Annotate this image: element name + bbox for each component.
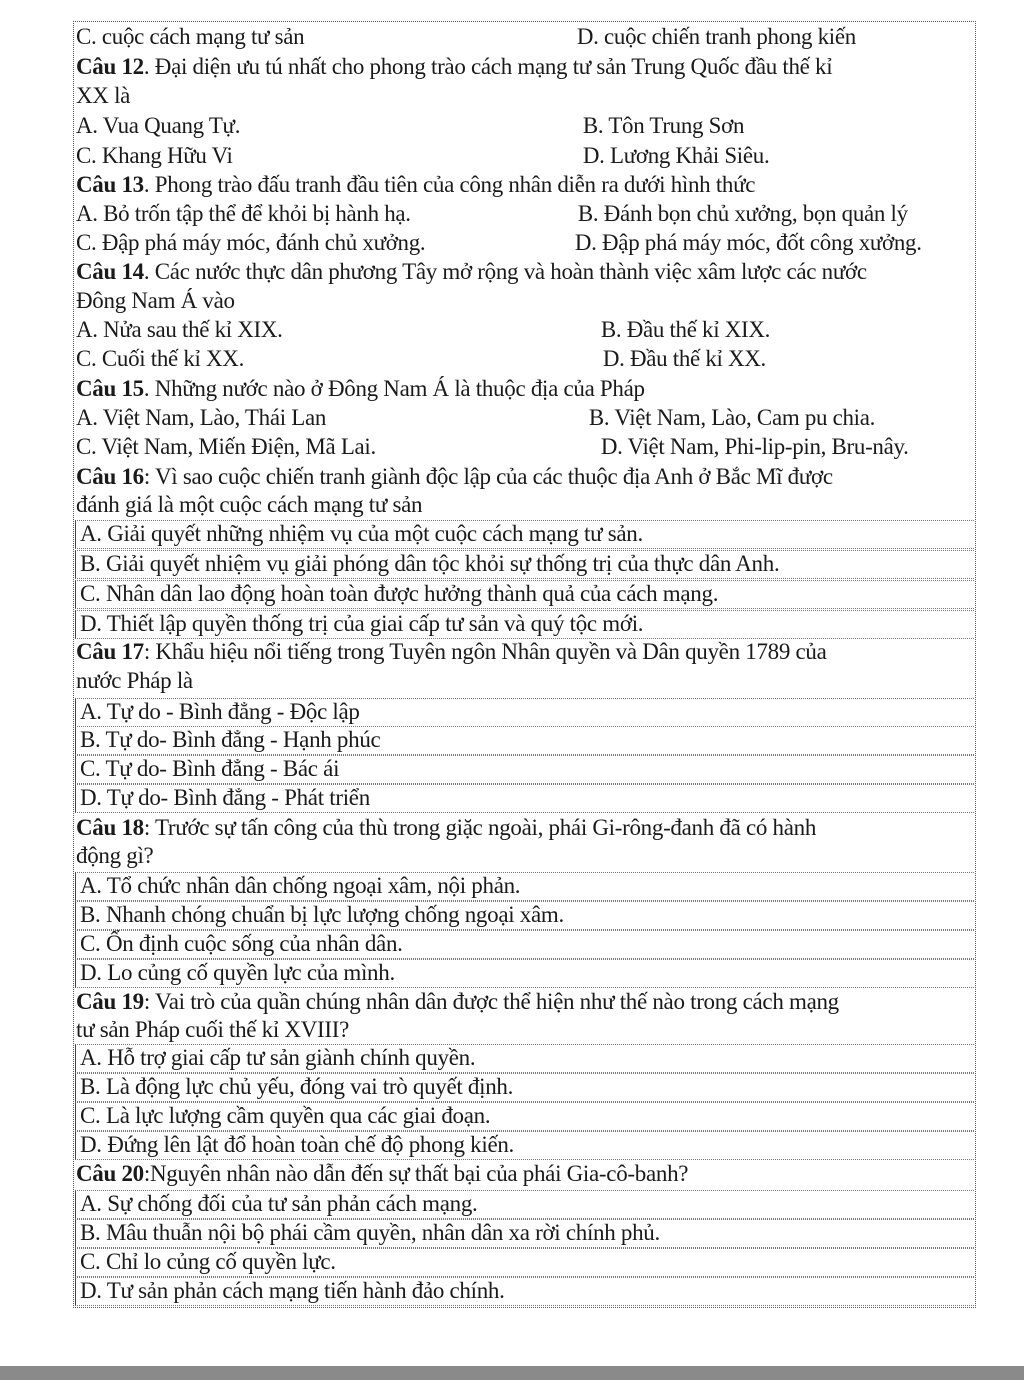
question-number: Câu 17 (76, 639, 144, 664)
question-text: . Đại diện ưu tú nhất cho phong trào cách mạng tư sản Trung Quốc đầu thế kỉ (143, 54, 833, 79)
text-line (76, 141, 970, 170)
answer-d: D. Lương Khải Siêu. (582, 143, 770, 168)
answer-d: D. Đập phá máy móc, đốt công xưởng. (574, 230, 922, 255)
option-a: A. Tổ chức nhân dân chống ngoại xâm, nội phản. (80, 873, 521, 898)
option-b: B. Mâu thuẫn nội bộ phái cầm quyền, nhân dân xa rời chính phủ. (80, 1220, 660, 1245)
text-line (76, 315, 970, 344)
option-d: D. Tư sản phản cách mạng tiến hành đảo chính. (80, 1278, 505, 1303)
question-number: Câu 14 (76, 259, 144, 284)
question-13 (76, 170, 755, 199)
answer-a: A. Vua Quang Tự. (76, 113, 241, 138)
option-b: B. Tự do- Bình đẳng - Hạnh phúc (80, 727, 381, 752)
text-line (76, 199, 970, 228)
text-line (76, 344, 970, 373)
question-number: Câu 16 (76, 464, 144, 489)
answer-c: C. cuộc cách mạng tư sản (76, 24, 305, 49)
question-text: : Khẩu hiệu nổi tiếng trong Tuyên ngôn Nhân quyền và Dân quyền 1789 của (143, 639, 827, 664)
answer-d: D. cuộc chiến tranh phong kiến (576, 24, 856, 49)
question-text: : Trước sự tấn công của thù trong giặc ngoài, phái Gi-rông-đanh đã có hành (143, 815, 817, 840)
question-text-cont: động gì? (76, 843, 154, 868)
option-c: C. Chỉ lo củng cố quyền lực. (80, 1249, 336, 1274)
option-d: D. Tự do- Bình đẳng - Phát triển (80, 785, 370, 810)
question-20 (76, 1159, 688, 1188)
answer-a: A. Bỏ trốn tập thể để khỏi bị hành hạ. (76, 201, 411, 226)
answer-d: D. Đầu thế kỉ XX. (602, 346, 767, 371)
question-text-cont: đánh giá là một cuộc cách mạng tư sản (76, 492, 423, 517)
option-b: B. Là động lực chủ yếu, đóng vai trò quyết định. (80, 1074, 514, 1099)
option-a: A. Tự do - Bình đẳng - Độc lập (80, 699, 360, 724)
question-number: Câu 20 (76, 1161, 144, 1186)
text-line (76, 111, 970, 140)
answer-b: B. Tôn Trung Sơn (582, 113, 745, 138)
option-c: C. Nhân dân lao động hoàn toàn được hưởng thành quả của cách mạng. (80, 581, 719, 606)
question-18 (76, 813, 816, 842)
question-text: . Những nước nào ở Đông Nam Á là thuộc địa của Pháp (143, 376, 645, 401)
answer-b: B. Đánh bọn chủ xưởng, bọn quản lý (577, 201, 908, 226)
question-15 (76, 374, 645, 403)
option-b: B. Giải quyết nhiệm vụ giải phóng dân tộc khỏi sự thống trị của thực dân Anh. (80, 551, 780, 576)
option-d: D. Lo củng cố quyền lực của mình. (80, 960, 395, 985)
text-line (76, 228, 970, 257)
window-bottom-bar (0, 1366, 1024, 1380)
answer-c: C. Cuối thế kỉ XX. (76, 346, 245, 371)
question-number: Câu 18 (76, 815, 144, 840)
question-text-cont: tư sản Pháp cuối thế kỉ XVIII? (76, 1017, 350, 1042)
answer-b: B. Việt Nam, Lào, Cam pu chia. (588, 405, 876, 430)
option-b: B. Nhanh chóng chuẩn bị lực lượng chống ngoại xâm. (80, 902, 564, 927)
option-c: C. Ổn định cuộc sống của nhân dân. (80, 931, 403, 956)
option-a: A. Sự chống đối của tư sản phản cách mạng. (80, 1191, 478, 1216)
option-a: A. Giải quyết những nhiệm vụ của một cuộc cách mạng tư sản. (80, 521, 643, 546)
answer-d: D. Việt Nam, Phi-lip-pin, Bru-nây. (600, 434, 909, 459)
question-text-cont: nước Pháp là (76, 668, 193, 693)
question-text: . Các nước thực dân phương Tây mở rộng và hoàn thành việc xâm lược các nước (143, 259, 867, 284)
text-line (76, 432, 970, 461)
option-d: D. Thiết lập quyền thống trị của giai cấp tư sản và quý tộc mới. (80, 611, 644, 636)
question-text-cont: Đông Nam Á vào (76, 288, 235, 313)
question-17 (76, 637, 827, 666)
question-text: :Nguyên nhân nào dẫn đến sự thất bại của phái Gia-cô-banh? (143, 1161, 689, 1186)
question-16 (76, 462, 833, 491)
option-c: C. Là lực lượng cầm quyền qua các giai đoạn. (80, 1103, 491, 1128)
text-line (76, 22, 970, 51)
document-page (73, 21, 976, 1308)
question-text: : Vì sao cuộc chiến tranh giành độc lập của các thuộc địa Anh ở Bắc Mĩ được (143, 464, 833, 489)
question-text: : Vai trò của quần chúng nhân dân được thể hiện như thế nào trong cách mạng (143, 989, 839, 1014)
question-number: Câu 12 (76, 54, 144, 79)
answer-a: A. Việt Nam, Lào, Thái Lan (76, 405, 327, 430)
answer-c: C. Đập phá máy móc, đánh chủ xưởng. (76, 230, 426, 255)
question-text-cont: XX là (76, 83, 131, 108)
question-19 (76, 987, 839, 1016)
question-number: Câu 15 (76, 376, 144, 401)
question-12 (76, 52, 832, 81)
question-number: Câu 19 (76, 989, 144, 1014)
option-d: D. Đứng lên lật đổ hoàn toàn chế độ phong kiến. (80, 1132, 514, 1157)
text-line (76, 403, 970, 432)
option-c: C. Tự do- Bình đẳng - Bác ái (80, 756, 340, 781)
question-number: Câu 13 (76, 172, 144, 197)
question-14 (76, 257, 867, 286)
answer-a: A. Nửa sau thế kỉ XIX. (76, 317, 283, 342)
question-text: . Phong trào đấu tranh đầu tiên của công nhân diễn ra dưới hình thức (143, 172, 756, 197)
answer-c: C. Khang Hữu Vi (76, 143, 233, 168)
answer-b: B. Đầu thế kỉ XIX. (600, 317, 771, 342)
answer-c: C. Việt Nam, Miến Điện, Mã Lai. (76, 434, 376, 459)
option-a: A. Hỗ trợ giai cấp tư sản giành chính quyền. (80, 1045, 476, 1070)
